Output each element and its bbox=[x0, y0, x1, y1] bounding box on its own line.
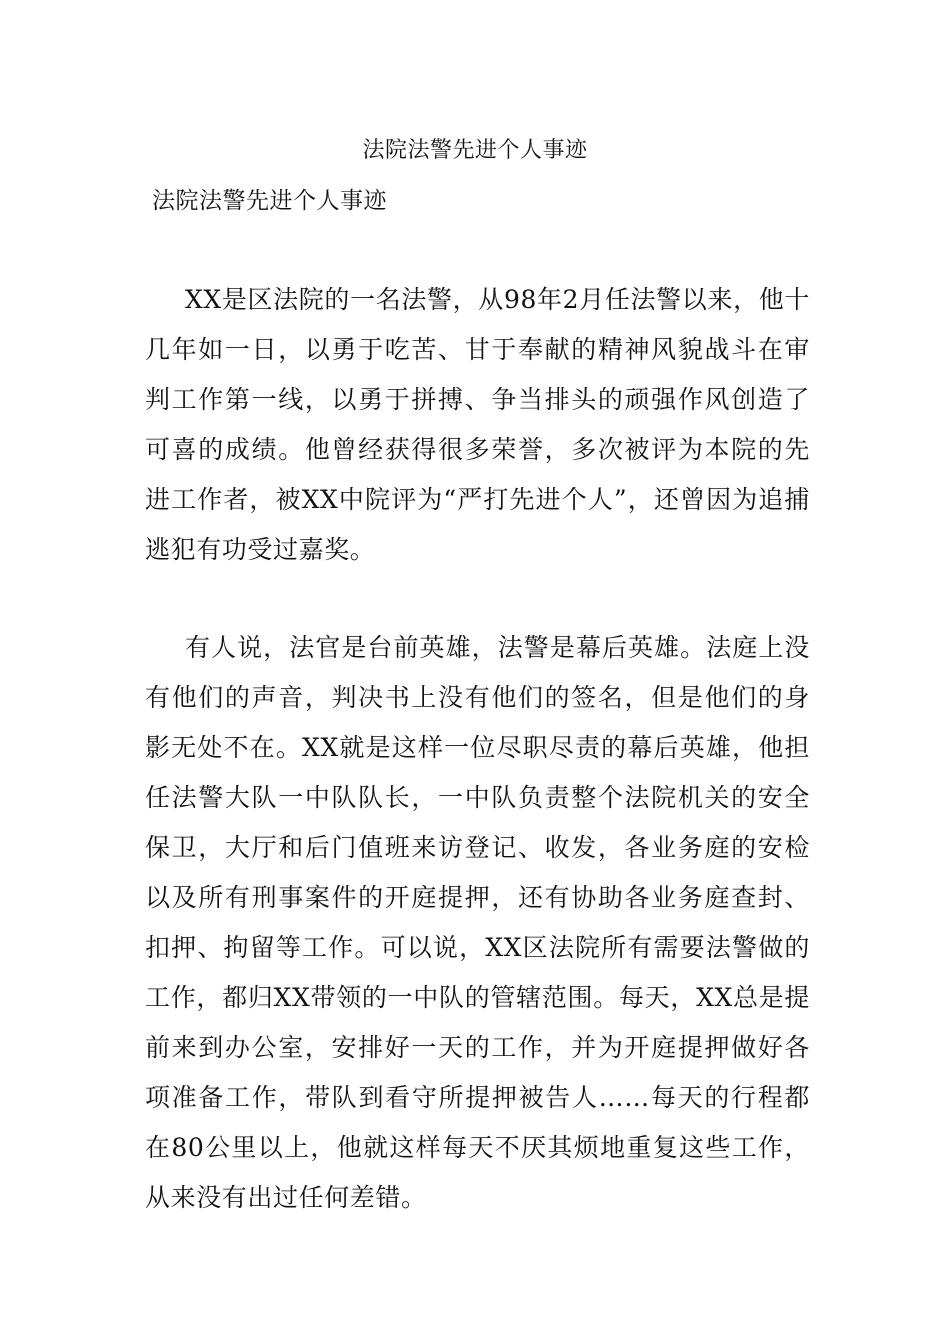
paragraph-1: XX是区法院的一名法警，从98年2月任法警以来，他十几年如一日，以勇于吃苦、甘于奉献的精神风貌战斗在审判工作第一线，以勇于拼搏、争当排头的顽强作风创造了可喜的成绩。他曾经获得很多荣誉，多次被评为本院的先进工作者，被XX中院评为“严打先进个人”，还曾因为追捕逃犯有功受过嘉奖。 bbox=[145, 285, 810, 564]
document-subtitle: 法院法警先进个人事迹 bbox=[152, 188, 387, 214]
paragraph-2: 有人说，法官是台前英雄，法警是幕后英雄。法庭上没有他们的声音，判决书上没有他们的签名，但是他们的身影无处不在。XX就是这样一位尽职尽责的幕后英雄，他担任法警大队一中队队长，一中队负责整个法院机关的安全保卫，大厅和后门值班来访登记、收发，各业务庭的安检以及所有刑事案件的开庭提押，还有协助各业务庭查封、扣押、拘留等工作。可以说，XX区法院所有需要法警做的工作，都归XX带领的一中队的管辖范围。每天，XX总是提前来到办公室，安排好一天的工作，并为开庭提押做好各项准备工作，带队到看守所提押被告人……每天的行程都在80公里以上，他就这样每天不厌其烦地重复这些工作，从来没有出过任何差错。 bbox=[145, 633, 810, 1212]
document-title: 法院法警先进个人事迹 bbox=[362, 138, 588, 163]
